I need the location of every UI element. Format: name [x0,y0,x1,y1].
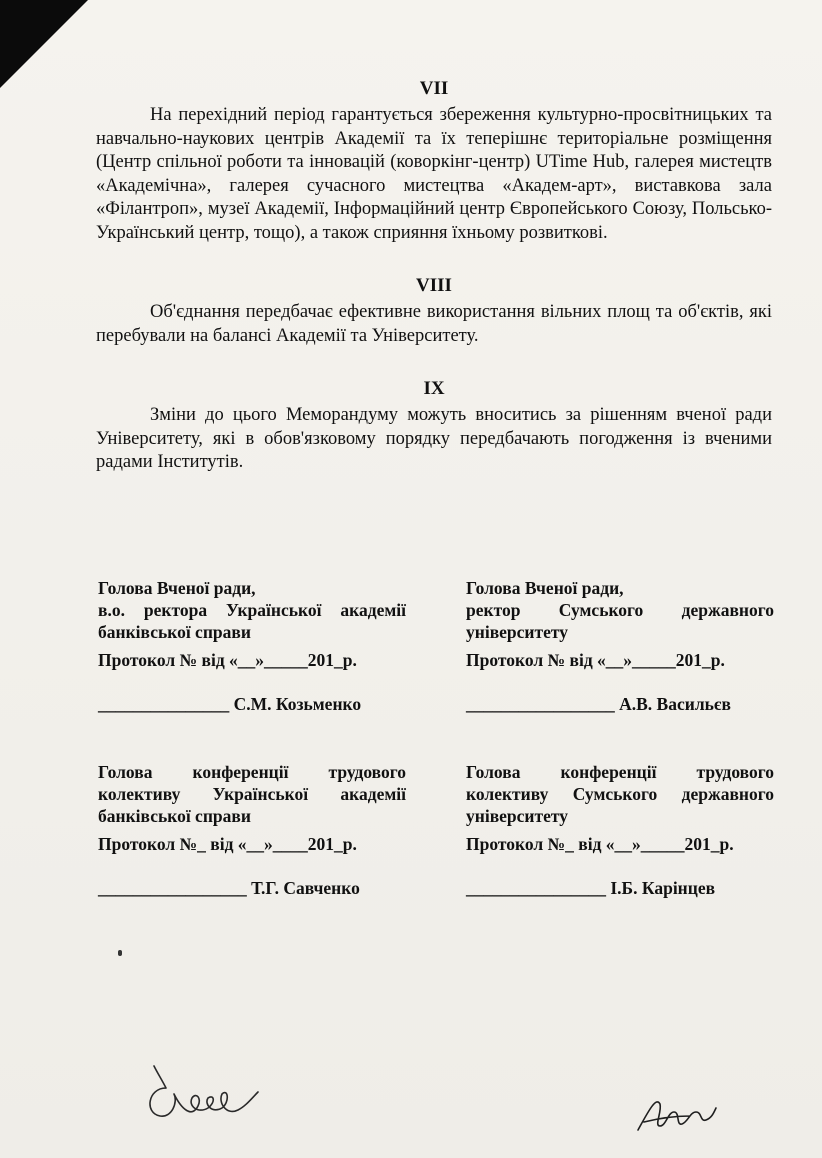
section-vii [96,78,772,245]
signer-name: _________________ А.В. Васильєв [466,694,731,714]
signer-position: Голова конференції трудового колективу Української академії банківської справи [98,762,406,826]
handwritten-signature-left [138,1058,268,1138]
signature-uabs-academic-council [98,577,406,715]
signer-position: в.о. ректора Української академії банківської справи [98,600,406,642]
signer-position: Голова конференції трудового колективу Сумського державного університету [466,762,774,826]
protocol-line: Протокол № від «__»_____201_р. [98,650,357,670]
protocol-line: Протокол № від «__»_____201_р. [466,650,725,670]
section-viii [96,275,772,348]
section-number: IX [423,378,445,399]
signer-role: Голова Вченої ради, [466,578,624,598]
ink-mark [118,950,122,956]
signer-name: ________________ І.Б. Карінцев [466,878,716,898]
signer-name: _______________ С.М. Козьменко [98,694,362,714]
section-text: Об'єднання передбачає ефективне використання вільних площ та об'єктів, які перебували на балансі Академії та Університету. [96,302,772,346]
handwritten-signature-right [630,1082,720,1142]
section-text: На перехідний період гарантується збереження культурно-просвітницьких та навчально-наукових центрів Академії та їх теперішнє територіальне розміщення (Центр спільної роботи та інновацій (коворкінг-центр) UTime Hub, галерея мистецтв «Академічна», галерея сучасного мистецтва «Академ-арт», виставкова зала «Філантроп», музеї Академії, Інформаційний центр Європейського Союзу, Польсько-Український центр, тощо), а також сприяння їхньому розвиткові. [96,105,772,243]
section-text: Зміни до цього Меморандуму можуть вноситись за рішенням вченої ради Університету, які в обов'язковому порядку передбачають погодження із вченими радами Інститутів. [96,405,772,472]
protocol-line: Протокол №_ від «__»_____201_р. [466,834,734,854]
signature-sumdu-labor-conference [466,761,774,899]
protocol-line: Протокол №_ від «__»____201_р. [98,834,357,854]
signature-block [98,577,774,899]
signer-name: _________________ Т.Г. Савченко [98,878,360,898]
signature-sumdu-academic-council [466,577,774,715]
signer-role: Голова Вченої ради, [98,578,256,598]
signer-position: ректор Сумського державного університету [466,600,774,642]
section-number: VIII [416,275,452,296]
memorandum-body [96,78,772,505]
section-number: VII [419,78,449,99]
signature-uabs-labor-conference [98,761,406,899]
section-ix [96,378,772,475]
